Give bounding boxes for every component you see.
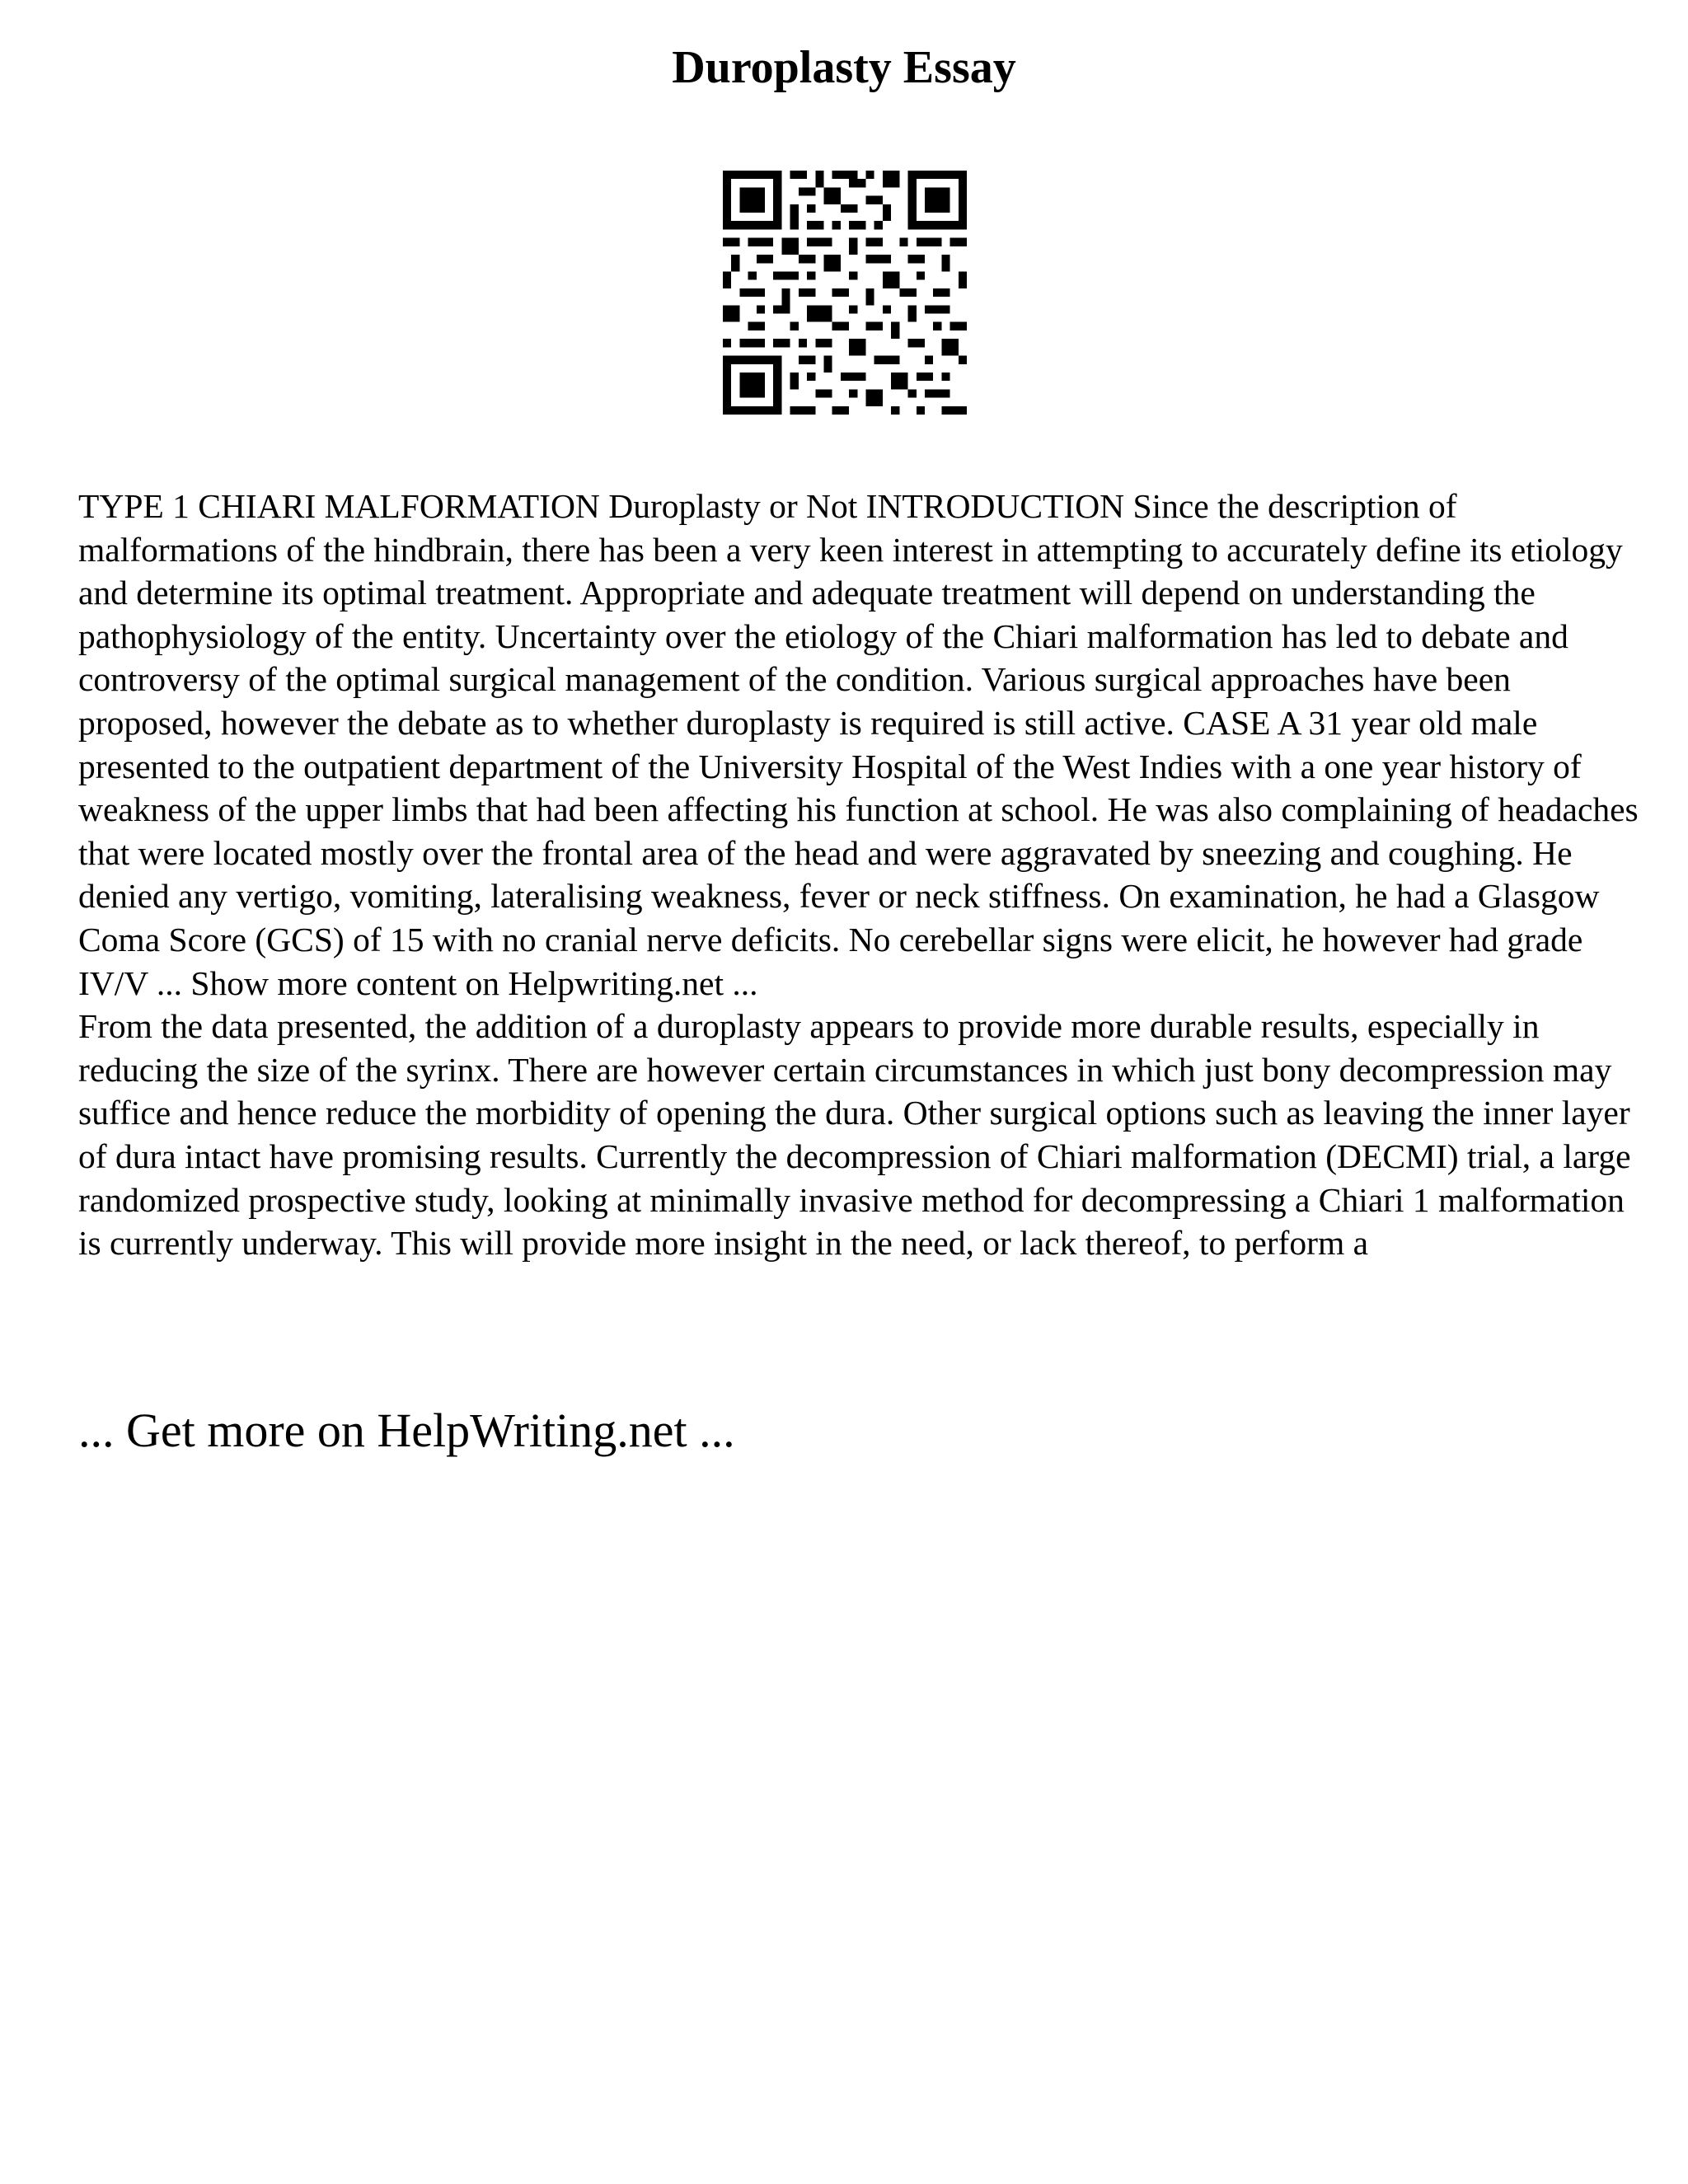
essay-paragraph-2: From the data presented, the addition of a duroplasty appears to provide more durable results, especially in reducing the size of the syrinx. There are however certain circumstances in which just bony decompression may suffice and hence reduce the morbidity of opening the dura. Other surgical options such as leaving the inner layer of dura intact have promising results. Currently the decompression of Chiari malformation (DECMI) trial, a large randomized prospective study, looking at minimally invasive method for decompressing a Chiari 1 malformation is currently underway. This will provide more insight in the need, or lack thereof, to perform a [78, 1007, 1631, 1263]
essay-body [78, 485, 1644, 1265]
document-title: Duroplasty Essay [672, 42, 1016, 93]
essay-paragraph-1: TYPE 1 CHIARI MALFORMATION Duroplasty or Not INTRODUCTION Since the description of malformations of the hindbrain, there has been a very keen interest in attempting to accurately define its etiology and determine its optimal treatment. Appropriate and adequate treatment will depend on understanding the pathophysiology of the entity. Uncertainty over the etiology of the Chiari malformation has led to debate and controversy of the optimal surgical management of the condition. Various surgical approaches have been proposed, however the debate as to whether duroplasty is required is still active. CASE A 31 year old male presented to the outpatient department of the University Hospital of the West Indies with a one year history of weakness of the upper limbs that had been affecting his function at school. He was also complaining of headaches that were located mostly over the frontal area of the head and were aggravated by sneezing and coughing. He denied any vertigo, vomiting, lateralising weakness, fever or neck stiffness. On examination, he had a Glasgow Coma Score (GCS) of 15 with no cranial nerve deficits. No cerebellar signs were elicit, he however had grade IV/V ... Show more content on Helpwriting.net ... [78, 487, 1639, 1002]
get-more-link[interactable]: ... Get more on HelpWriting.net ... [78, 1404, 735, 1457]
qr-code-icon [723, 171, 967, 415]
